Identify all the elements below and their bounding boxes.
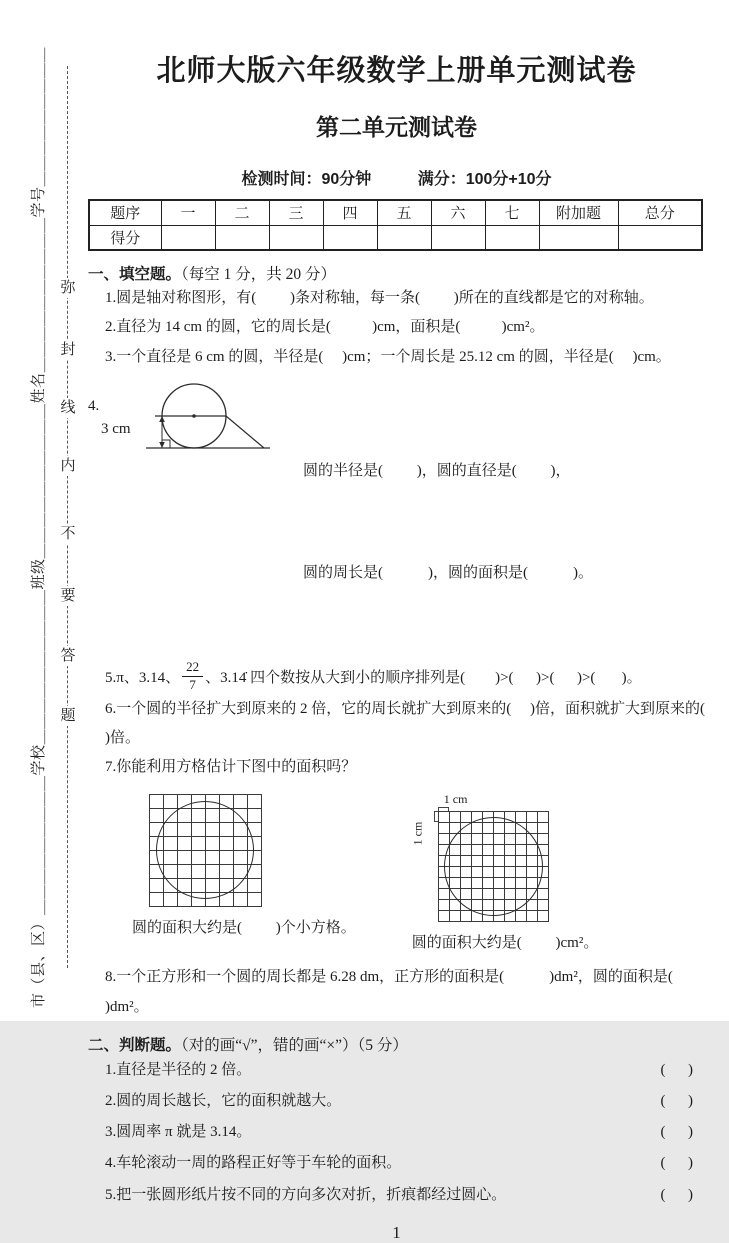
question-4-number: 4.: [88, 397, 100, 414]
grid-figure-left: [118, 794, 356, 940]
score-header-cell: 三: [269, 200, 323, 225]
judgement-text: 4.车轮滚动一周的路程正好等于车轮的面积。: [105, 1155, 402, 1172]
seal-char: 封: [58, 340, 78, 360]
score-header-cell: 七: [485, 200, 539, 225]
square-grid-8x8: [149, 794, 262, 907]
question-8: 8.一个正方形和一个圆的周长都是 6.28 dm，正方形的面积是( )dm²，圆的面积是( )dm²。: [105, 969, 707, 1015]
judgement-text: 3.圆周率 π 就是 3.14。: [105, 1124, 252, 1141]
question-6: 6.一个圆的半径扩大到原来的 2 倍，它的周长就扩大到原来的( )倍，面积就扩大到原来的( )倍。: [105, 700, 724, 746]
judgement-item: [88, 1180, 705, 1211]
question-4-dimension-label: 3 cm: [101, 420, 131, 437]
exam-full-score: 满分：100分+10分: [417, 171, 552, 188]
seal-char: 线: [58, 398, 78, 418]
inscribed-circle: [156, 801, 254, 899]
score-cell-empty: [431, 225, 485, 250]
circle-tangent-diagram: [142, 376, 277, 456]
score-table: [88, 199, 703, 251]
judgement-item: [88, 1086, 705, 1117]
answer-bracket: ( ): [660, 1155, 693, 1172]
grid-figure-right: [410, 792, 599, 955]
unit-subtitle: 第二单元测试卷: [316, 114, 477, 140]
question-3: 3.一个直径是 6 cm 的圆，半径是( )cm；一个周长是 25.12 cm 的圆，半径是( )cm。: [105, 348, 671, 365]
seal-char: 答: [58, 646, 78, 666]
judgement-item: [88, 1055, 705, 1086]
exam-info: [88, 166, 705, 189]
answer-bracket: ( ): [660, 1093, 693, 1110]
square-grid-10x10: [438, 811, 549, 922]
seal-char: 弥: [58, 278, 78, 298]
fraction-numerator: 22: [182, 660, 203, 677]
judgement-item: [88, 1117, 705, 1148]
seal-line: [67, 66, 68, 968]
score-cell-empty: [323, 225, 377, 250]
section2-heading-title: 二、判断题。: [88, 1036, 182, 1054]
score-header-cell: 五: [377, 200, 431, 225]
fraction-22-7: [182, 660, 203, 693]
inscribed-circle: [444, 817, 543, 916]
question-4: [88, 376, 705, 658]
question-5: [88, 660, 705, 693]
paper-content: [88, 0, 724, 1243]
section1-heading: [88, 262, 705, 284]
grid-wrap: [410, 792, 599, 922]
section1-heading-note: （每空 1 分，共 20 分）: [181, 266, 337, 283]
question-5-prefix: 5.π、3.14、: [105, 669, 181, 686]
exam-time: 检测时间：90分钟: [241, 171, 372, 188]
answer-bracket: ( ): [660, 1186, 693, 1203]
right-grid-caption: 圆的面积大约是( )cm²。: [411, 935, 599, 952]
section2-heading-note: （对的画“√”，错的画“×”）（5 分）: [181, 1036, 408, 1054]
page-number: 1: [392, 1222, 401, 1242]
question-2: 2.直径为 14 cm 的圆，它的周长是( )cm，面积是( )cm²。: [105, 319, 545, 336]
judgement-text: 1.直径是半径的 2 倍。: [105, 1061, 252, 1078]
score-row-label: 得分: [89, 225, 161, 250]
score-cell-empty: [161, 225, 215, 250]
score-table-header-row: [89, 200, 702, 225]
score-header-cell: 附加题: [539, 200, 618, 225]
question-4-line2: 圆的周长是( )，圆的面积是( )。: [303, 564, 593, 581]
question-1: 1.圆是轴对称图形，有( )条对称轴，每一条( )所在的直线都是它的对称轴。: [105, 290, 654, 306]
score-header-cell: 二: [215, 200, 269, 225]
judgement-text: 5.把一张圆形纸片按不同的方向多次对折，折痕都经过圆心。: [105, 1186, 507, 1203]
score-header-cell: 总分: [618, 200, 702, 225]
answer-bracket: ( ): [660, 1124, 693, 1141]
question-4-line1: 圆的半径是( )，圆的直径是( )，: [303, 463, 571, 480]
answer-bracket: ( ): [660, 1061, 693, 1078]
paper-title: 北师大版六年级数学上册单元测试卷: [156, 55, 637, 87]
unit-label-top: 1 cm: [443, 792, 468, 807]
score-cell-empty: [618, 225, 702, 250]
judgement-text: 2.圆的周长越长，它的面积就越大。: [105, 1093, 342, 1110]
question-7-figures: [88, 794, 705, 955]
left-grid-caption: 圆的面积大约是( )个小方格。: [132, 920, 356, 937]
fraction-denominator: 7: [189, 676, 196, 692]
score-cell-empty: [485, 225, 539, 250]
question-7-text: 7.你能利用方格估计下图中的面积吗？: [105, 759, 357, 776]
student-info-fields: 市（县、区）＿＿＿＿＿＿＿＿＿学校＿＿＿＿＿＿＿＿＿＿班级＿＿＿＿＿＿＿＿＿＿姓名＿＿＿＿＿＿＿＿＿＿学号＿＿＿＿＿＿＿＿＿: [31, 46, 47, 1008]
score-header-cell: 一: [161, 200, 215, 225]
score-header-cell: 六: [431, 200, 485, 225]
question-5-suffix: 、3.14̇ 四个数按从大到小的顺序排列是( )>( )>( )>( )。: [205, 669, 642, 686]
seal-char: 题: [58, 706, 78, 726]
score-header-cell: 四: [323, 200, 377, 225]
question-4-text: [303, 388, 593, 658]
section2-heading: [88, 1033, 705, 1055]
score-cell-empty: [215, 225, 269, 250]
score-cell-empty: [539, 225, 618, 250]
unit-label-left: 1 cm: [410, 822, 425, 846]
score-table-score-row: [89, 225, 702, 250]
seal-char: 要: [58, 586, 78, 606]
score-cell-empty: [269, 225, 323, 250]
seal-char: 内: [58, 456, 78, 476]
question-4-labels: [88, 376, 142, 438]
score-cell-empty: [377, 225, 431, 250]
judgement-item: [88, 1148, 705, 1179]
score-header-cell: 题序: [89, 200, 161, 225]
section1-heading-title: 一、填空题。: [88, 266, 182, 283]
seal-char: 不: [58, 524, 78, 544]
